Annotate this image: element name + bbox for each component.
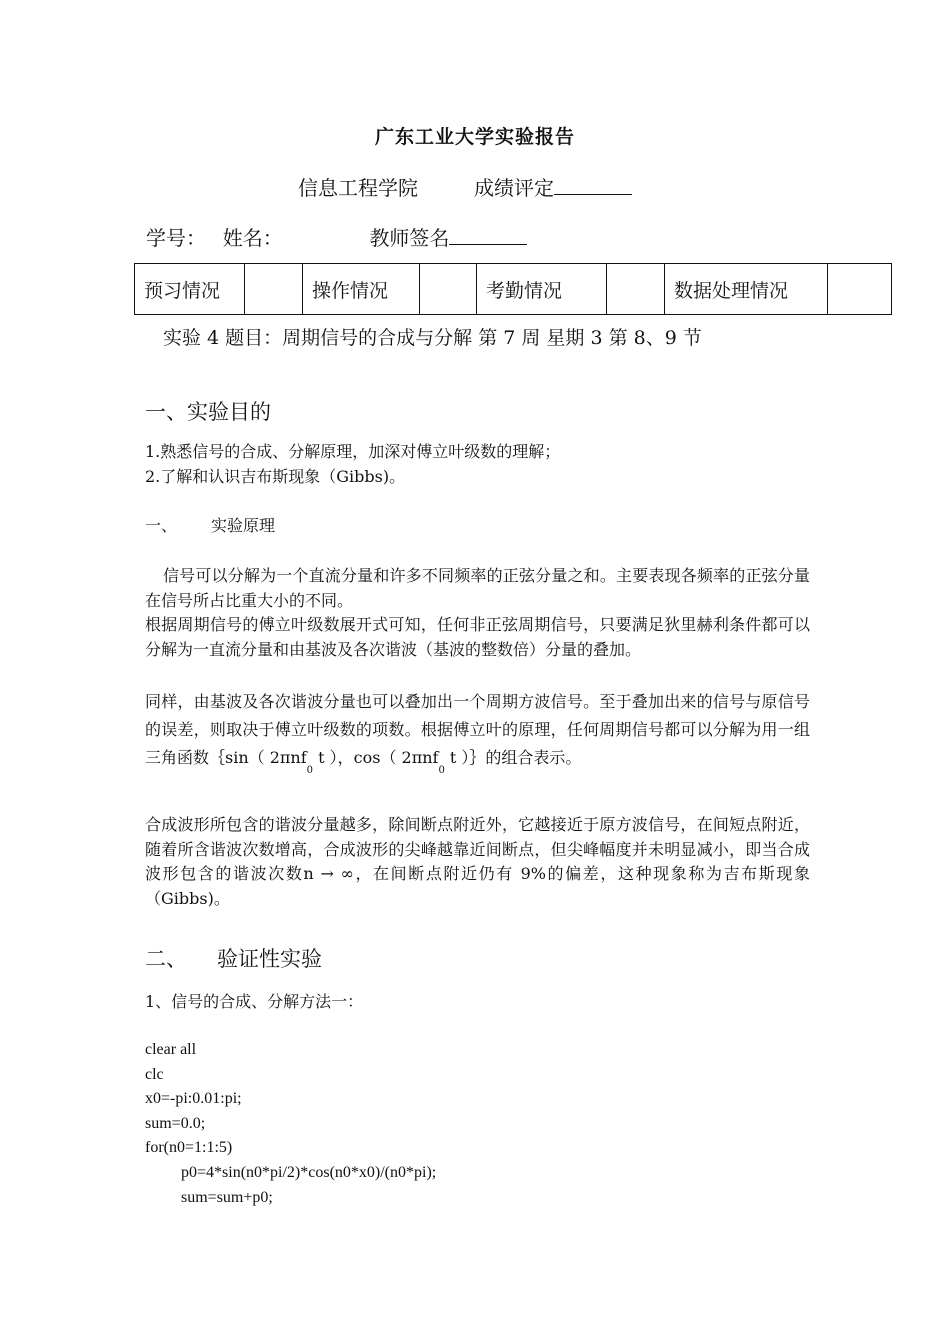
student-info-line — [146, 222, 527, 251]
principle-paragraph-1: 信号可以分解为一个直流分量和许多不同频率的正弦分量之和。主要表现各频率的正弦分量在信号所占比重大小的不同。 — [145, 566, 810, 610]
p3-part-a: 同样，由基波及各次谐波分量也可以叠加出一个周期方波信号。至于叠加出来的信号与原信号的误差，则取决于傅立叶级数的项数。根据傅立叶的原理，任何周期信号都可以分解为用一组三角函数｛sin（ 2πnf — [145, 692, 810, 767]
cell-preview-score — [245, 264, 303, 315]
section-principle-heading — [145, 514, 275, 539]
teacher-sign-blank — [449, 226, 527, 245]
sub-zero-2: 0 — [438, 765, 445, 776]
cell-data-processing-score — [828, 264, 892, 315]
grade-table — [134, 263, 892, 315]
principle-heading-number: 一、 — [145, 516, 178, 535]
code-line: clc — [145, 1065, 164, 1083]
principle-paragraph-4: 合成波形所包含的谐波分量越多，除间断点附近外，它越接近于原方波信号，在间短点附近，随着所含谐波次数增高，合成波形的尖峰越靠近间断点，但尖峰幅度并未明显减小，即当合成波形包含的谐波次数n → ∞，在间断点附近仍有 9%的偏差，这种现象称为吉布斯现象（Gibbs)。 — [145, 815, 810, 908]
code-line-indented: p0=4*sin(n0*pi/2)*cos(n0*x0)/(n0*pi); — [181, 1163, 437, 1181]
sub-zero-1: 0 — [306, 765, 314, 776]
grade-blank — [554, 176, 632, 195]
cell-attendance: 考勤情况 — [477, 264, 607, 315]
cell-operation: 操作情况 — [303, 264, 420, 315]
code-line: clear all — [145, 1041, 197, 1058]
college-grade-line — [298, 172, 632, 201]
code-line: sum=0.0; — [145, 1114, 206, 1132]
teacher-sign-label: 教师签名 — [369, 226, 450, 250]
purpose-item-2: 2.了解和认识吉布斯现象（Gibbs)。 — [145, 467, 406, 486]
college-name: 信息工程学院 — [298, 176, 418, 200]
grade-label: 成绩评定 — [474, 176, 554, 200]
purpose-item-1: 1.熟悉信号的合成、分解原理，加深对傅立叶级数的理解； — [145, 442, 561, 461]
code-line: for(n0=1:1:5) — [145, 1139, 233, 1157]
cell-preview: 预习情况 — [135, 264, 245, 315]
p3-part-b: t ），cos（ 2πnf — [313, 748, 439, 767]
cell-attendance-score — [607, 264, 665, 315]
principle-paragraph-2: 根据周期信号的傅立叶级数展开式可知，任何非正弦周期信号，只要满足狄里赫利条件都可以分解为一直流分量和由基波及各次谐波（基波的整数倍）分量的叠加。 — [145, 615, 810, 659]
report-title: 广东工业大学实验报告 — [374, 126, 575, 148]
cell-operation-score — [420, 264, 477, 315]
principle-paragraph-3 — [145, 688, 810, 775]
code-line-indented: sum=sum+p0; — [181, 1188, 273, 1206]
p3-part-c: t ）｝的组合表示。 — [444, 748, 582, 767]
section-verification-heading — [145, 943, 322, 973]
verification-heading-text: 验证性实验 — [217, 947, 322, 971]
verification-subheading: 1、信号的合成、分解方法一： — [145, 992, 364, 1011]
verification-heading-number: 二、 — [145, 947, 187, 971]
code-line: x0=-pi:0.01:pi; — [145, 1090, 242, 1108]
cell-data-processing: 数据处理情况 — [665, 264, 828, 315]
student-id-label: 学号： — [146, 226, 206, 250]
section-purpose-heading: 一、实验目的 — [145, 400, 271, 424]
experiment-title: 实验 4 题目：周期信号的合成与分解 第 7 周 星期 3 第 8、9 节 — [163, 327, 702, 349]
principle-heading-text: 实验原理 — [211, 516, 276, 535]
name-label: 姓名： — [222, 226, 283, 250]
code-block — [145, 1038, 436, 1210]
